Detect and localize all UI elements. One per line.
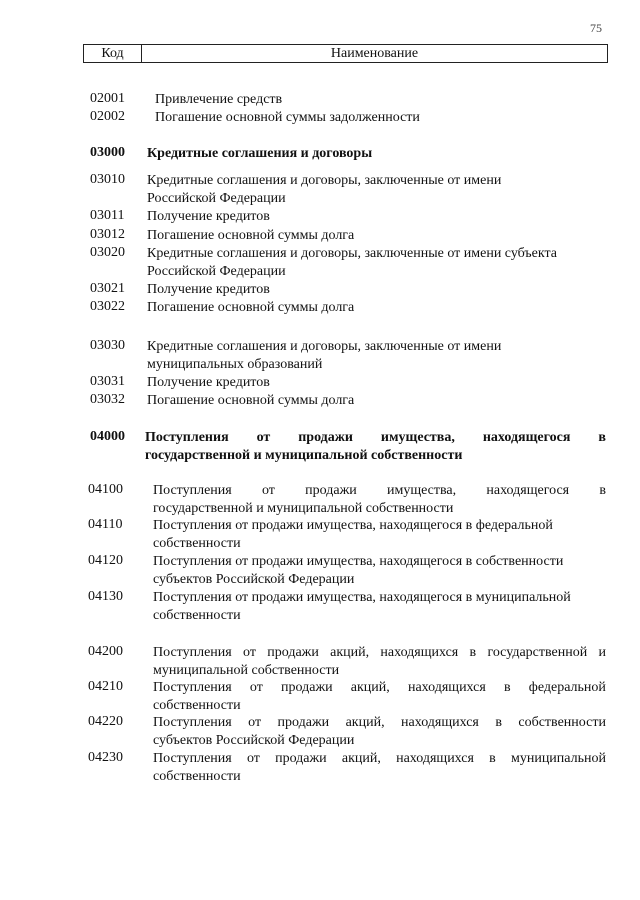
- word: от: [243, 645, 256, 660]
- section-title: Кредитные соглашения и договоры: [147, 146, 373, 161]
- word: Поступления: [145, 430, 229, 445]
- item-code: 03021: [90, 281, 125, 296]
- item-name: Поступления от продажи имущества, находящегося в федеральной собственности: [153, 518, 553, 551]
- item-code: 02002: [90, 109, 125, 124]
- word: находящихся: [380, 645, 459, 660]
- word: муниципальной: [510, 751, 606, 766]
- word: находящихся: [396, 751, 474, 766]
- word: продажи: [305, 483, 357, 498]
- item-code: 04100: [88, 482, 123, 497]
- item-code: 03022: [90, 299, 125, 314]
- item-name: Кредитные соглашения и договоры, заключенные от имени муниципальных образований: [147, 339, 502, 372]
- word: от: [261, 483, 275, 498]
- word: федеральной: [528, 680, 606, 695]
- word: государственной: [487, 645, 588, 660]
- word: имущества,: [386, 483, 457, 498]
- word: акций,: [345, 715, 385, 730]
- item-name: Погашение основной суммы долга: [147, 393, 355, 408]
- word: продажи: [275, 751, 327, 766]
- item-name: Кредитные соглашения и договоры, заключенные от имени субъекта Российской Федерации: [147, 246, 557, 279]
- item-name: Получение кредитов: [147, 209, 270, 224]
- item-name: Получение кредитов: [147, 375, 270, 390]
- word: продажи: [281, 680, 333, 695]
- item-name-line: [153, 482, 606, 500]
- item-name: Поступления от продажи акций, находящихся в муниципальной собственности: [153, 751, 606, 784]
- item-code: 04200: [88, 644, 123, 659]
- word: от: [249, 680, 263, 695]
- word: продажи: [298, 430, 353, 445]
- word: от: [246, 751, 260, 766]
- word: акций,: [330, 645, 370, 660]
- item-code: 03031: [90, 374, 125, 389]
- word: и: [598, 645, 606, 660]
- word: Поступления: [153, 645, 232, 660]
- item-code: 04210: [88, 679, 123, 694]
- word: продажи: [267, 645, 319, 660]
- word: в: [598, 430, 606, 445]
- word: имущества,: [380, 430, 455, 445]
- item-name: Поступления от продажи имущества, находящегося в государственной и муниципальной собственности: [153, 483, 606, 516]
- word: находящихся: [401, 715, 479, 730]
- column-header: [83, 44, 608, 63]
- word: от: [248, 715, 262, 730]
- item-code: 03012: [90, 227, 125, 242]
- section-code: 04000: [90, 429, 125, 444]
- word: продажи: [277, 715, 330, 730]
- item-name: Поступления от продажи акций, находящихся в государственной и муниципальной собственности: [153, 645, 606, 678]
- word: акций,: [341, 751, 381, 766]
- item-name: Погашение основной суммы долга: [147, 300, 355, 315]
- item-code: 04130: [88, 589, 123, 604]
- section-title-line: [145, 429, 606, 447]
- name-column-header: Наименование: [142, 45, 608, 63]
- item-code: 03030: [90, 338, 125, 353]
- page-number: 75: [590, 21, 602, 35]
- code-column-header: Код: [84, 45, 142, 63]
- section-code: 03000: [90, 145, 125, 160]
- word: в: [495, 715, 502, 730]
- item-name-line: [153, 644, 606, 662]
- item-code: 02001: [90, 91, 125, 106]
- item-code: 04110: [88, 517, 123, 532]
- word: акций,: [350, 680, 390, 695]
- word: Поступления: [153, 483, 232, 498]
- item-name: Поступления от продажи имущества, находящегося в муниципальной собственности: [153, 590, 571, 623]
- item-name: Поступления от продажи акций, находящихся в собственности субъектов Российской Федерации: [153, 715, 606, 748]
- word: Поступления: [153, 751, 232, 766]
- word: от: [256, 430, 271, 445]
- item-code: 04120: [88, 553, 123, 568]
- word: Поступления: [153, 715, 232, 730]
- item-code: 03032: [90, 392, 125, 407]
- word: в: [469, 645, 477, 660]
- item-name-line: [153, 750, 606, 768]
- item-code: 04220: [88, 714, 123, 729]
- word: в: [599, 483, 606, 498]
- word: Поступления: [153, 680, 232, 695]
- word: в: [489, 751, 496, 766]
- word: в: [503, 680, 511, 695]
- item-name: Поступления от продажи имущества, находящегося в собственности субъектов Российской Федерации: [153, 554, 564, 587]
- word: находящихся: [407, 680, 486, 695]
- item-name: Кредитные соглашения и договоры, заключенные от имени Российской Федерации: [147, 173, 502, 206]
- section-title: Поступления от продажи имущества, находящегося в государственной и муниципальной собственности: [145, 430, 606, 463]
- item-name: Поступления от продажи акций, находящихся в федеральной собственности: [153, 680, 606, 713]
- item-name-line: [153, 679, 606, 697]
- item-code: 03010: [90, 172, 125, 187]
- item-code: 03020: [90, 245, 125, 260]
- item-name: Привлечение средств: [155, 92, 283, 107]
- item-name: Погашение основной суммы задолженности: [155, 110, 420, 125]
- item-code: 03011: [90, 208, 125, 223]
- word: находящегося: [482, 430, 571, 445]
- item-name-line: [153, 714, 606, 732]
- word: находящегося: [486, 483, 570, 498]
- item-name: Получение кредитов: [147, 282, 270, 297]
- item-name: Погашение основной суммы долга: [147, 228, 355, 243]
- item-code: 04230: [88, 750, 123, 765]
- word: собственности: [518, 715, 606, 730]
